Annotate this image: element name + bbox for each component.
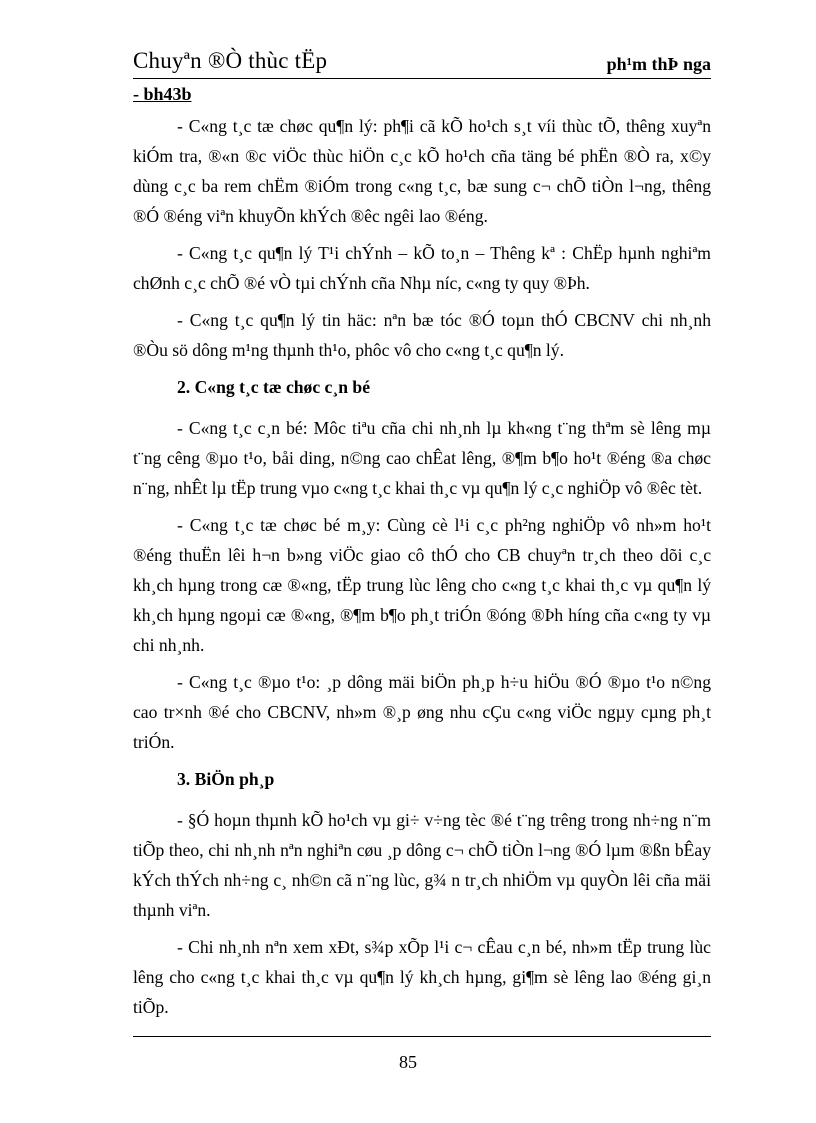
section-heading: 2. C«ng t¸c tæ chøc c¸n bé bbox=[177, 377, 371, 397]
subheading: - bh43b bbox=[133, 84, 192, 104]
document-body bbox=[133, 111, 711, 1029]
paragraph: - C«ng t¸c qu¶n lý T¹i chÝnh – kÕ to¸n – Thêng kª : ChËp hµnh nghiªm chØnh c¸c chÕ ®é vÒ tµi chÝnh cña Nhµ níc, c«ng ty quy ®Þh. bbox=[133, 243, 711, 293]
header-title: Chuyªn ®Ò thùc tËp bbox=[133, 48, 328, 73]
footer-divider bbox=[133, 1036, 711, 1037]
header-author: ph¹m thÞ nga bbox=[606, 54, 711, 74]
section-heading: 3. BiÖn ph¸p bbox=[177, 769, 275, 789]
page-number: 85 bbox=[399, 1052, 417, 1072]
page-header bbox=[133, 46, 711, 79]
paragraph: - C«ng t¸c qu¶n lý tin häc: nªn bæ tóc ®Ó toµn thÓ CBCNV chi nh¸nh ®Òu sö dông m¹ng thµnh th¹o, phôc vô cho c«ng t¸c qu¶n lý. bbox=[133, 310, 711, 360]
paragraph: - C«ng t¸c ®µo t¹o: ¸p dông mäi biÖn ph¸p h÷u hiÖu ®Ó ®µo t¹o n©ng cao tr×nh ®é cho CBCNV, nh»m ®¸p øng nhu cÇu c«ng viÖc ngµy cµng ph¸t triÓn. bbox=[133, 672, 711, 752]
paragraph: - C«ng t¸c tæ chøc bé m¸y: Cùng cè l¹i c¸c ph²ng nghiÖp vô nh»m ho¹t ®éng thuËn lêi h¬n b»ng viÖc giao cô thÓ cho CB chuyªn tr¸ch theo dõi c¸c kh¸ch hµng trong cæ ®«ng, tËp trung lùc lêng cho c«ng t¸c khai th¸c vµ qu¶n lý kh¸ch hµng ngoµi cæ ®«ng, ®¶m b¶o ph¸t triÓn ®óng ®Þh híng cña c«ng ty vµ chi nh¸nh. bbox=[133, 515, 711, 655]
paragraph: - §Ó hoµn thµnh kÕ ho¹ch vµ gi÷ v÷ng tèc ®é t¨ng trêng trong nh÷ng n¨m tiÕp theo, chi nh¸nh nªn nghiªn cøu ¸p dông c¬ chÕ tiÒn l¬ng ®Ó lµm ®ßn bÊay kÝch thÝch nh÷ng c¸ nh©n cã n¨ng lùc, g¾ n tr¸ch nhiÖm vµ quyÒn lêi cña mäi thµnh viªn. bbox=[133, 810, 711, 920]
paragraph: - C«ng t¸c c¸n bé: Môc tiªu cña chi nh¸nh lµ kh«ng t¨ng thªm sè lêng mµ t¨ng cêng ®µo t¹o, båi ding, n©ng cao chÊat lêng, ®¶m b¶o ho¹t ®éng ®a chøc n¨ng, nhÊt lµ tËp trung vµo c«ng t¸c khai th¸c vµ qu¶n lý c¸c nghiÖp vô ®êc tèt. bbox=[133, 418, 711, 498]
paragraph: - C«ng t¸c tæ chøc qu¶n lý: ph¶i cã kÕ ho¹ch s¸t víi thùc tÕ, thêng xuyªn kiÓm tra, ®«n ®c viÖc thùc hiÖn c¸c kÕ ho¹ch cña täng bé phËn ®Ò ra, x©y dùng c¸c ba rem chËm ®iÓm trong c«ng t¸c, bæ sung c¬ chÕ tiÒn l¬ng, thêng ®Ó ®éng viªn khuyÕn khÝch ®êc ngêi lao ®éng. bbox=[133, 116, 711, 226]
paragraph: - Chi nh¸nh nªn xem xÐt, s¾p xÕp l¹i c¬ cÊau c¸n bé, nh»m tËp trung lùc lêng cho c«ng t¸c khai th¸c vµ qu¶n lý kh¸ch hµng, gi¶m sè lêng lao ®éng gi¸n tiÕp. bbox=[133, 937, 711, 1017]
